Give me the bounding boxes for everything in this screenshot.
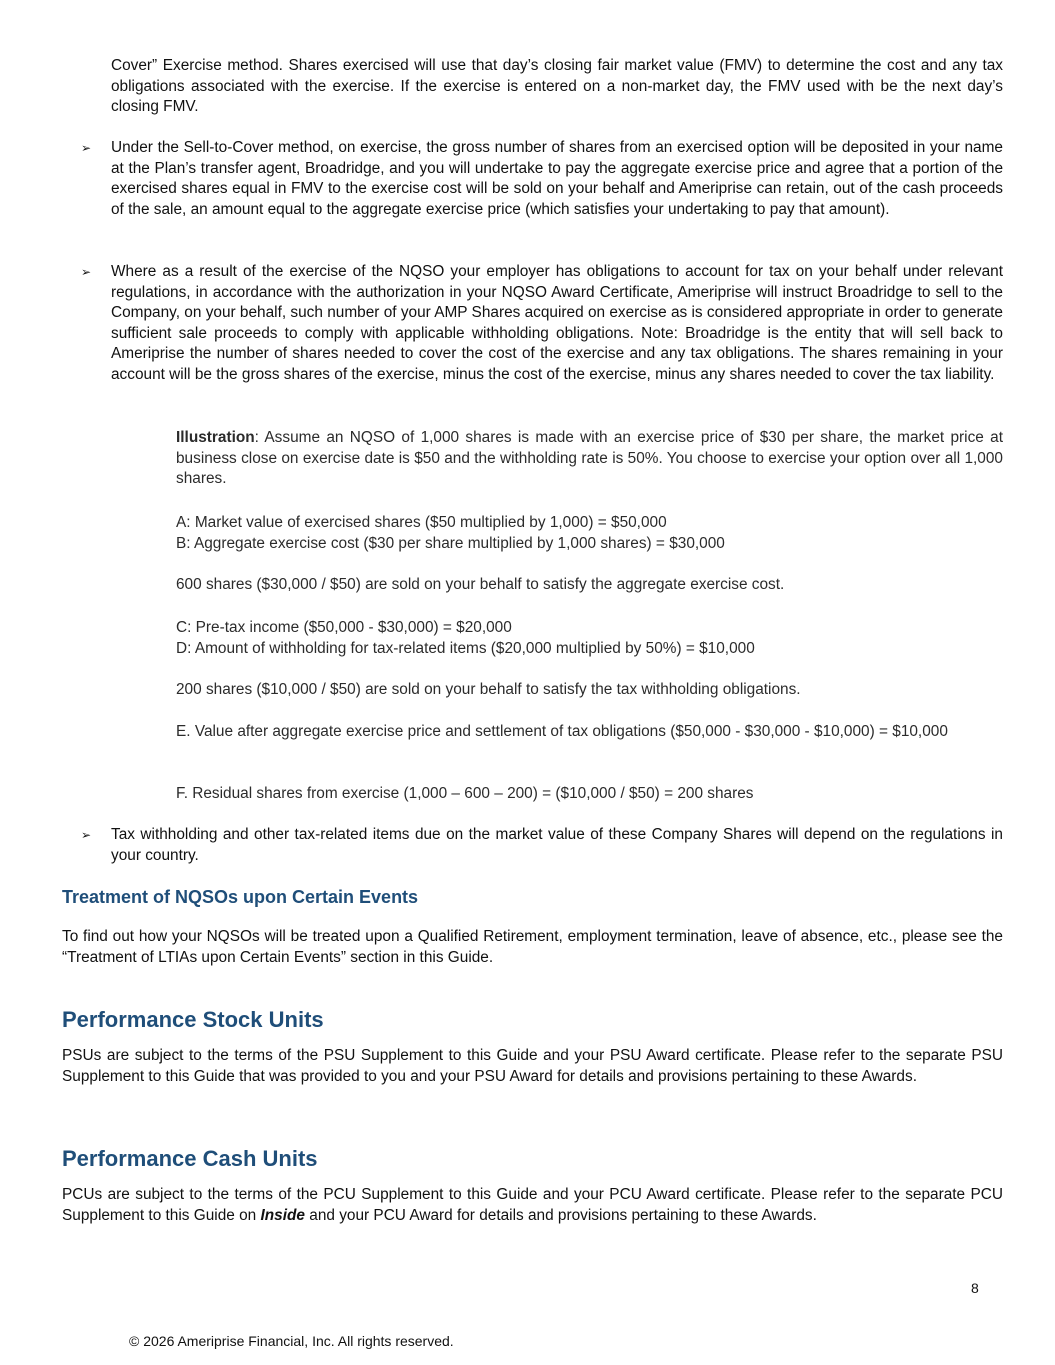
illustration-intro-text: : Assume an NQSO of 1,000 shares is made with an exercise price of $30 per share, the market price at business close on exercise date is $50 and the withholding rate is 50%. You choose to exercise your option over all 1,000 shares. [176,429,1003,488]
copyright-footer: © 2026 Ameriprise Financial, Inc. All rights reserved. [129,1333,454,1349]
pcu-body-text-end: and your PCU Award for details and provisions pertaining to these Awards. [304,1206,817,1224]
psu-heading: Performance Stock Units [62,1007,324,1032]
page-number: 8 [971,1280,979,1296]
bullet-arrow-icon: ➢ [81,141,92,155]
illustration-line-c: C: Pre-tax income ($50,000 - $30,000) = $20,000 [176,619,512,636]
pcu-body-text: PCUs are subject to the terms of the PCU Supplement to this Guide and your PCU Award certificate. Please refer to the separate PCU Supplement to this Guide on [62,1186,1003,1224]
illustration-shares-200: 200 shares ($10,000 / $50) are sold on your behalf to satisfy the tax withholding obligations. [176,681,801,698]
tax-obligations-bullet: Where as a result of the exercise of the NQSO your employer has obligations to account for tax on your behalf under relevant regulations, in accordance with the authorization in your NQSO Award Certificate, Ameriprise will instruct Broadridge to sell to the Company, on your behalf, such number of your AMP Shares acquired on exercise as is considered appropriate in order to generate sufficient sale proceeds to comply with applicable withholding obligations. Note: Broadridge is the entity that will sell back to Ameriprise the number of shares needed to cover the cost of the exercise and any tax obligations. The shares remaining in your account will be the gross shares of the exercise, minus the cost of the exercise, minus any shares needed to cover the tax liability. [111,263,1003,383]
illustration-line-a: A: Market value of exercised shares ($50 multiplied by 1,000) = $50,000 [176,514,667,531]
treatment-body: To find out how your NQSOs will be treated upon a Qualified Retirement, employment termination, leave of absence, etc., please see the “Treatment of LTIAs upon Certain Events” section in this Guide. [62,928,1003,966]
illustration-label: Illustration [176,429,255,446]
pcu-body [62,1185,1003,1226]
sell-to-cover-bullet: Under the Sell-to-Cover method, on exercise, the gross number of shares from an exercised option will be deposited in your name at the Plan’s transfer agent, Broadridge, and you will undertake to pay the aggregate exercise price and agree that a portion of the exercised shares equal in FMV to the exercise cost will be sold on your behalf and Ameriprise can retain, out of the cash proceeds of the sale, an amount equal to the aggregate exercise price (which satisfies your undertaking to pay that amount). [111,139,1003,218]
illustration-line-b: B: Aggregate exercise cost ($30 per share multiplied by 1,000 shares) = $30,000 [176,535,725,552]
pcu-heading: Performance Cash Units [62,1146,318,1171]
intro-paragraph: Cover” Exercise method. Shares exercised will use that day’s closing fair market value (FMV) to determine the cost and any tax obligations associated with the exercise. If the exercise is entered on a non-market day, the FMV used with be the next day’s closing FMV. [111,57,1003,116]
psu-body: PSUs are subject to the terms of the PSU Supplement to this Guide and your PSU Award certificate. Please refer to the separate PSU Supplement to this Guide that was provided to you and your PSU Award for details and provisions pertaining to these Awards. [62,1047,1003,1085]
tax-withholding-bullet: Tax withholding and other tax-related items due on the market value of these Company Shares will depend on the regulations in your country. [111,826,1003,864]
illustration-line-e: E. Value after aggregate exercise price and settlement of tax obligations ($50,000 - $30,000 - $10,000) = $10,000 [176,723,948,740]
treatment-heading: Treatment of NQSOs upon Certain Events [62,887,419,907]
bullet-arrow-icon: ➢ [81,265,92,279]
illustration-line-f: F. Residual shares from exercise (1,000 – 600 – 200) = ($10,000 / $50) = 200 shares [176,785,754,802]
illustration-line-d: D: Amount of withholding for tax-related items ($20,000 multiplied by 50%) = $10,000 [176,640,755,657]
illustration-intro [176,428,1003,490]
bullet-arrow-icon: ➢ [81,828,92,842]
pcu-inside-link-text: Inside [260,1206,305,1224]
illustration-shares-600: 600 shares ($30,000 / $50) are sold on your behalf to satisfy the aggregate exercise cost. [176,576,785,593]
